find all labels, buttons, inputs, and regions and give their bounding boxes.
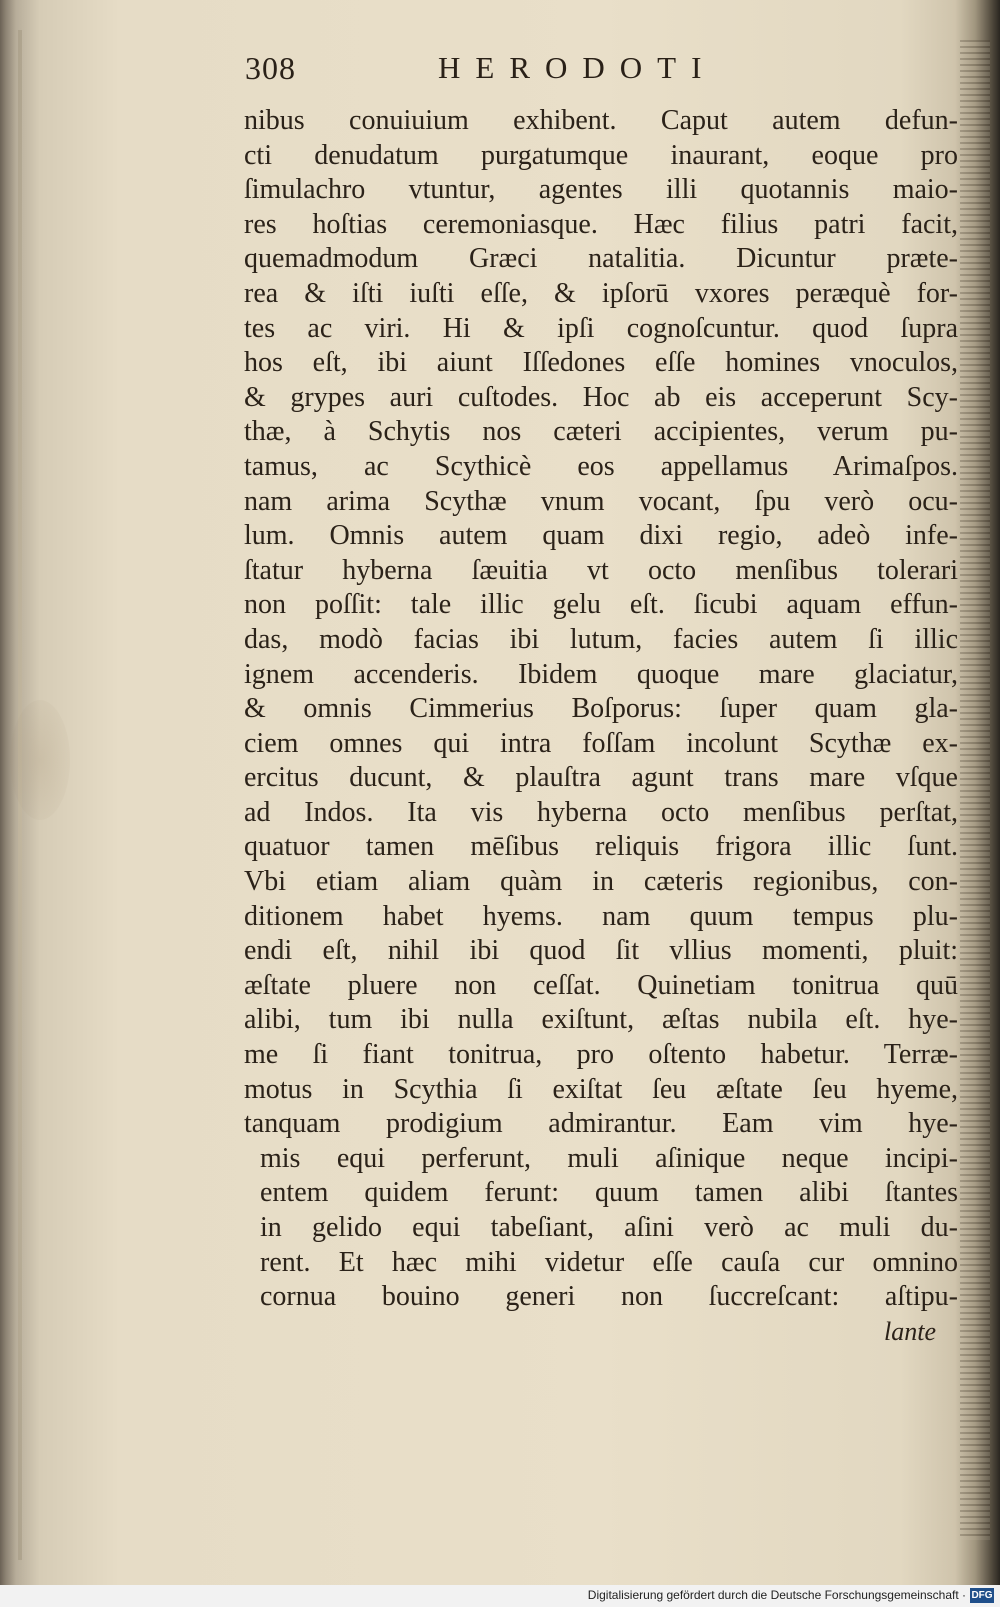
text-line: ad Indos. Ita vis hyberna octo menſibus perſtat, bbox=[244, 796, 958, 828]
paper-stain bbox=[10, 700, 70, 820]
text-line: æſtate pluere non ceſſat. Quinetiam tonitrua quū bbox=[244, 969, 958, 1001]
page-header bbox=[245, 50, 965, 100]
page-edge-right bbox=[960, 40, 990, 1540]
text-line: tanquam prodigium admirantur. Eam vim hye- bbox=[244, 1108, 958, 1140]
text-line: & omnis Cimmerius Boſporus: ſuper quam gla- bbox=[244, 693, 958, 725]
text-line: ignem accenderis. Ibidem quoque mare glaciatur, bbox=[244, 658, 958, 690]
dfg-logo-icon[interactable]: DFG bbox=[971, 1590, 993, 1601]
text-line: hos eſt, ibi aiunt Iſſedones eſſe homines vnoculos, bbox=[244, 347, 958, 379]
text-line: das, modò facias ibi lutum, facies autem ſi illic bbox=[244, 623, 958, 655]
text-line: rea & iſti iuſti eſſe, & ipſorū vxores peræquè for- bbox=[244, 277, 958, 309]
text-line: rent. Et hæc mihi videtur eſſe cauſa cur omnino bbox=[260, 1246, 958, 1278]
text-line: cornua bouino generi non ſuccreſcant: aſtipu- bbox=[260, 1281, 958, 1313]
text-line: thæ, à Schytis nos cæteri accipientes, verum pu- bbox=[244, 416, 958, 448]
text-line: ſimulachro vtuntur, agentes illi quotannis maio- bbox=[244, 174, 958, 206]
text-line: ditionem habet hyems. nam quum tempus plu- bbox=[244, 900, 958, 932]
text-line: tamus, ac Scythicè eos appellamus Arimaſpos. bbox=[244, 450, 958, 482]
text-line: mis equi perferunt, muli aſinique neque incipi- bbox=[260, 1142, 958, 1174]
digitization-footer bbox=[0, 1585, 1000, 1607]
text-line: nibus conuiuium exhibent. Caput autem defun- bbox=[244, 105, 958, 136]
text-line: in gelido equi tabeſiant, aſini verò ac muli du- bbox=[260, 1212, 958, 1243]
page-number: 308 bbox=[245, 50, 296, 86]
text-line: Vbi etiam aliam quàm in cæteris regionibus, con- bbox=[244, 866, 958, 898]
text-line: non poſſit: tale illic gelu eſt. ſicubi aquam effun- bbox=[244, 589, 958, 621]
text-line: ſtatur hyberna ſæuitia vt octo menſibus tolerari bbox=[244, 554, 958, 586]
text-line: ercitus ducunt, & plauſtra agunt trans mare vſque bbox=[244, 762, 958, 794]
text-line: me ſi fiant tonitrua, pro oſtento habetur. Terræ- bbox=[244, 1039, 958, 1071]
text-line: & grypes auri cuſtodes. Hoc ab eis acceperunt Scy- bbox=[244, 381, 958, 413]
text-line: lum. Omnis autem quam dixi regio, adeò infe- bbox=[244, 520, 958, 552]
footer-credit: Digitalisierung gefördert durch die Deutsche Forschungsgemeinschaft · bbox=[587, 1588, 966, 1602]
catchword-row bbox=[244, 1315, 964, 1355]
text-line: nam arima Scythæ vnum vocant, ſpu verò ocu- bbox=[244, 485, 958, 517]
text-line: endi eſt, nihil ibi quod ſit vllius momenti, pluit: bbox=[244, 935, 958, 967]
text-line: tes ac viri. Hi & ipſi cognoſcuntur. quod ſupra bbox=[244, 312, 958, 344]
body-text bbox=[244, 104, 964, 1355]
text-line: ciem omnes qui intra foſſam incolunt Scythæ ex- bbox=[244, 727, 958, 759]
text-line: res hoſtias ceremoniasque. Hæc filius patri facit, bbox=[244, 208, 958, 240]
text-line: alibi, tum ibi nulla exiſtunt, æſtas nubila eſt. hye- bbox=[244, 1004, 958, 1036]
text-line: quemadmodum Græci natalitia. Dicuntur præte- bbox=[244, 243, 958, 275]
catchword: lante bbox=[884, 1316, 936, 1346]
text-line: motus in Scythia ſi exiſtat ſeu æſtate ſeu hyeme, bbox=[244, 1073, 958, 1105]
text-line: cti denudatum purgatumque inaurant, eoque pro bbox=[244, 139, 958, 171]
text-line: entem quidem ferunt: quum tamen alibi ſtantes bbox=[260, 1177, 958, 1209]
text-line: quatuor tamen mēſibus reliquis frigora illic ſunt. bbox=[244, 831, 958, 863]
running-head: HERODOTI bbox=[438, 50, 717, 85]
